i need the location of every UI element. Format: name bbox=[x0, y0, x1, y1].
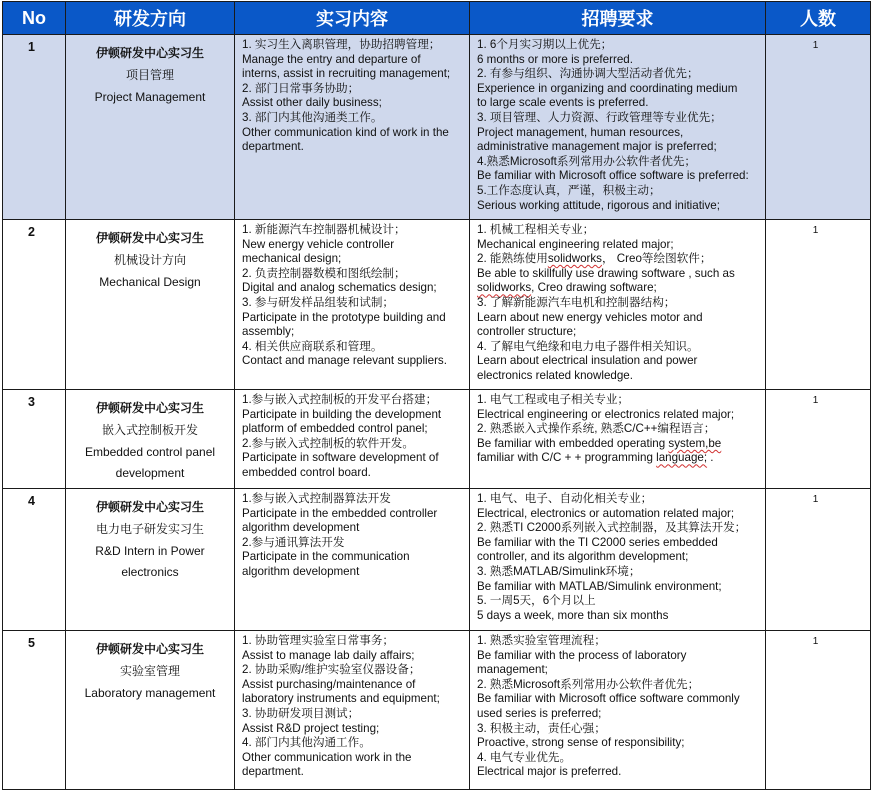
header-no: No bbox=[3, 2, 66, 35]
requirement-line: 4. 了解电气绝缘和电力电子器件相关知识。 bbox=[477, 339, 699, 353]
content-line: 1. 新能源汽车控制器机械设计； bbox=[242, 223, 406, 236]
requirement-line: administrative management major is preferred; bbox=[477, 140, 717, 154]
headcount: 1 bbox=[766, 390, 871, 489]
content-line: Assist R&D project testing; bbox=[242, 721, 380, 735]
requirements-cell bbox=[470, 489, 766, 631]
content-line: Manage the entry and departure of bbox=[242, 52, 421, 66]
content-line: algorithm development bbox=[242, 521, 360, 535]
table-header-row bbox=[3, 2, 871, 35]
direction-cell bbox=[66, 220, 235, 390]
requirement-line: 5 days a week, more than six months bbox=[477, 608, 669, 622]
requirement-line: Learn about electrical insulation and power bbox=[477, 354, 698, 368]
headcount: 1 bbox=[766, 631, 871, 790]
direction-cell bbox=[66, 35, 235, 220]
direction-line: Laboratory management bbox=[84, 685, 216, 700]
content-line: Contact and manage relevant suppliers. bbox=[242, 354, 447, 368]
content-line: interns, assist in recruiting management; bbox=[242, 67, 451, 81]
content-line: 3. 参与研发样品组装和试制； bbox=[242, 295, 395, 309]
content-line: 2. 协助采购/维护实验室仪器设备； bbox=[242, 663, 421, 677]
headcount: 1 bbox=[766, 220, 871, 390]
requirement-line: 1. 机械工程相关专业； bbox=[477, 223, 595, 236]
row-number: 1 bbox=[3, 35, 66, 220]
content-cell bbox=[235, 631, 470, 790]
requirement-line: 5.工作态度认真，严谨，积极主动； bbox=[477, 183, 661, 197]
content-cell bbox=[235, 390, 470, 489]
content-line: 4. 相关供应商联系和管理。 bbox=[242, 339, 383, 353]
requirement-line: 6 months or more is preferred. bbox=[477, 52, 633, 66]
requirement-line: 3. 了解新能源汽车电机和控制器结构； bbox=[477, 295, 676, 309]
table-row bbox=[3, 489, 871, 631]
direction-cell bbox=[66, 631, 235, 790]
content-line: Digital and analog schematics design; bbox=[242, 281, 437, 295]
requirement-line: 3. 项目管理、人力资源、行政管理等专业优先； bbox=[477, 110, 722, 124]
table-row bbox=[3, 220, 871, 390]
direction-line: electronics bbox=[121, 565, 179, 580]
content-line: embedded control board. bbox=[242, 465, 371, 479]
position-title: 伊顿研发中心实习生 bbox=[95, 642, 204, 656]
table-row bbox=[3, 390, 871, 489]
requirement-line: 2. 熟悉Microsoft系列常用办公软件者优先； bbox=[477, 677, 700, 691]
direction-line: Mechanical Design bbox=[99, 274, 201, 289]
direction-line: R&D Intern in Power bbox=[95, 543, 205, 558]
requirement-line: 1. 电气、电子、自动化相关专业； bbox=[477, 492, 653, 505]
content-line: 1. 协助管理实验室日常事务； bbox=[242, 634, 395, 647]
content-line: mechanical design; bbox=[242, 252, 342, 266]
requirements-cell bbox=[470, 35, 766, 220]
direction-line: 机械设计方向 bbox=[113, 252, 186, 267]
requirement-line: to large scale events is preferred. bbox=[477, 96, 649, 110]
content-line: 1.参与嵌入式控制板的开发平台搭建； bbox=[242, 393, 438, 406]
row-number: 4 bbox=[3, 489, 66, 631]
requirement-line: Be familiar with MATLAB/Simulink environment; bbox=[477, 579, 722, 593]
direction-line: Project Management bbox=[94, 89, 206, 104]
direction-line: development bbox=[115, 466, 185, 481]
requirement-line: controller, and its algorithm development; bbox=[477, 550, 689, 564]
content-line: platform of embedded control panel; bbox=[242, 422, 428, 436]
content-line: 1.参与嵌入式控制器算法开发 bbox=[242, 492, 391, 505]
requirement-line: Electrical major is preferred. bbox=[477, 765, 622, 779]
requirement-line: solidworks, Creo drawing software; bbox=[477, 281, 657, 295]
direction-cell bbox=[66, 489, 235, 631]
header-count: 人数 bbox=[766, 2, 871, 35]
requirement-line: Be familiar with the TI C2000 series embedded bbox=[477, 535, 718, 549]
requirement-line: 1. 6个月实习期以上优先； bbox=[477, 38, 613, 51]
internship-table bbox=[2, 1, 871, 790]
content-line: 2. 负责控制器数模和图纸绘制； bbox=[242, 266, 406, 280]
requirement-line: Learn about new energy vehicles motor and bbox=[477, 310, 703, 324]
requirement-line: Mechanical engineering related major; bbox=[477, 237, 674, 251]
content-line: Participate in the communication bbox=[242, 550, 410, 564]
direction-line: 项目管理 bbox=[125, 67, 174, 82]
requirement-line: 1. 电气工程或电子相关专业； bbox=[477, 393, 630, 406]
requirement-line: Be familiar with embedded operating system,be bbox=[477, 436, 722, 450]
requirement-line: Electrical engineering or electronics related major; bbox=[477, 407, 735, 421]
table-row bbox=[3, 631, 871, 790]
content-line: department. bbox=[242, 765, 304, 779]
requirement-line: 5. 一周5天，6个月以上 bbox=[477, 594, 596, 608]
row-number: 2 bbox=[3, 220, 66, 390]
requirement-line: Be familiar with Microsoft office software is preferred: bbox=[477, 169, 749, 183]
header-content: 实习内容 bbox=[235, 2, 470, 35]
requirement-line: Electrical, electronics or automation related major; bbox=[477, 506, 735, 520]
content-line: 3. 部门内其他沟通类工作。 bbox=[242, 110, 383, 124]
position-title: 伊顿研发中心实习生 bbox=[95, 46, 204, 60]
header-direction: 研发方向 bbox=[66, 2, 235, 35]
requirement-line: 3. 积极主动，责任心强； bbox=[477, 721, 606, 735]
content-cell bbox=[235, 489, 470, 631]
direction-cell bbox=[66, 390, 235, 489]
headcount: 1 bbox=[766, 35, 871, 220]
requirement-line: Be familiar with the process of laboratory bbox=[477, 648, 687, 662]
content-line: assembly; bbox=[242, 325, 295, 339]
requirement-line: 4.熟悉Microsoft系列常用办公软件者优先； bbox=[477, 154, 697, 168]
content-line: 2.参与通讯算法开发 bbox=[242, 535, 345, 549]
content-line: Assist to manage lab daily affairs; bbox=[242, 648, 415, 662]
content-cell bbox=[235, 35, 470, 220]
requirement-line: controller structure; bbox=[477, 325, 577, 339]
direction-line: 嵌入式控制板开发 bbox=[101, 422, 198, 437]
row-number: 5 bbox=[3, 631, 66, 790]
content-line: 1. 实习生入离职管理，协助招聘管理； bbox=[242, 38, 441, 51]
requirement-line: familiar with C/C + + programming language; . bbox=[477, 451, 714, 465]
row-number: 3 bbox=[3, 390, 66, 489]
content-line: 3. 协助研发项目测试； bbox=[242, 706, 360, 720]
content-line: Participate in the prototype building and bbox=[242, 310, 446, 324]
content-line: Participate in the embedded controller bbox=[242, 506, 438, 520]
content-line: Participate in software development of bbox=[242, 451, 439, 465]
requirement-line: 4. 电气专业优先。 bbox=[477, 750, 572, 764]
requirement-line: 2. 熟悉TI C2000系列嵌入式控制器，及其算法开发； bbox=[477, 521, 747, 535]
content-line: laboratory instruments and equipment; bbox=[242, 692, 440, 706]
content-line: Assist purchasing/maintenance of bbox=[242, 677, 416, 691]
requirements-cell bbox=[470, 390, 766, 489]
content-line: 4. 部门内其他沟通工作。 bbox=[242, 736, 371, 750]
requirement-line: Experience in organizing and coordinating medium bbox=[477, 81, 738, 95]
direction-line: Embedded control panel bbox=[84, 444, 216, 459]
content-line: 2. 部门日常事务协助； bbox=[242, 81, 360, 95]
content-line: New energy vehicle controller bbox=[242, 237, 395, 251]
requirement-line: 1. 熟悉实验室管理流程； bbox=[477, 634, 606, 647]
position-title: 伊顿研发中心实习生 bbox=[95, 231, 204, 245]
requirement-line: Project management, human resources, bbox=[477, 125, 684, 139]
content-line: Other communication kind of work in the bbox=[242, 125, 449, 139]
requirement-line: 3. 熟悉MATLAB/Simulink环境； bbox=[477, 564, 641, 578]
content-line: department. bbox=[242, 140, 304, 154]
content-line: 2.参与嵌入式控制板的软件开发。 bbox=[242, 436, 414, 450]
content-line: algorithm development bbox=[242, 564, 360, 578]
content-line: Assist other daily business; bbox=[242, 96, 382, 110]
headcount: 1 bbox=[766, 489, 871, 631]
content-line: Other communication work in the bbox=[242, 750, 412, 764]
direction-line: 实验室管理 bbox=[119, 663, 180, 678]
requirement-line: 2. 有参与组织、沟通协调大型活动者优先； bbox=[477, 67, 699, 81]
requirement-line: Serious working attitude, rigorous and initiative; bbox=[477, 198, 720, 212]
requirement-line: 2. 熟悉嵌入式操作系统, 熟悉C/C++编程语言； bbox=[477, 422, 716, 436]
requirement-line: Be able to skillfully use drawing software , such as bbox=[477, 266, 735, 280]
requirement-line: Be familiar with Microsoft office software commonly bbox=[477, 692, 740, 706]
position-title: 伊顿研发中心实习生 bbox=[95, 500, 204, 514]
requirement-line: used series is preferred; bbox=[477, 706, 602, 720]
requirement-line: 2. 能熟练使用solidworks， Creo等绘图软件； bbox=[477, 252, 712, 266]
header-requirements: 招聘要求 bbox=[470, 2, 766, 35]
requirement-line: electronics related knowledge. bbox=[477, 368, 633, 382]
content-cell bbox=[235, 220, 470, 390]
requirements-cell bbox=[470, 631, 766, 790]
requirements-cell bbox=[470, 220, 766, 390]
direction-line: 电力电子研发实习生 bbox=[95, 521, 204, 536]
requirement-line: Proactive, strong sense of responsibility; bbox=[477, 736, 685, 750]
table-row bbox=[3, 35, 871, 220]
content-line: Participate in building the development bbox=[242, 407, 442, 421]
requirement-line: management; bbox=[477, 663, 548, 677]
position-title: 伊顿研发中心实习生 bbox=[95, 401, 204, 415]
